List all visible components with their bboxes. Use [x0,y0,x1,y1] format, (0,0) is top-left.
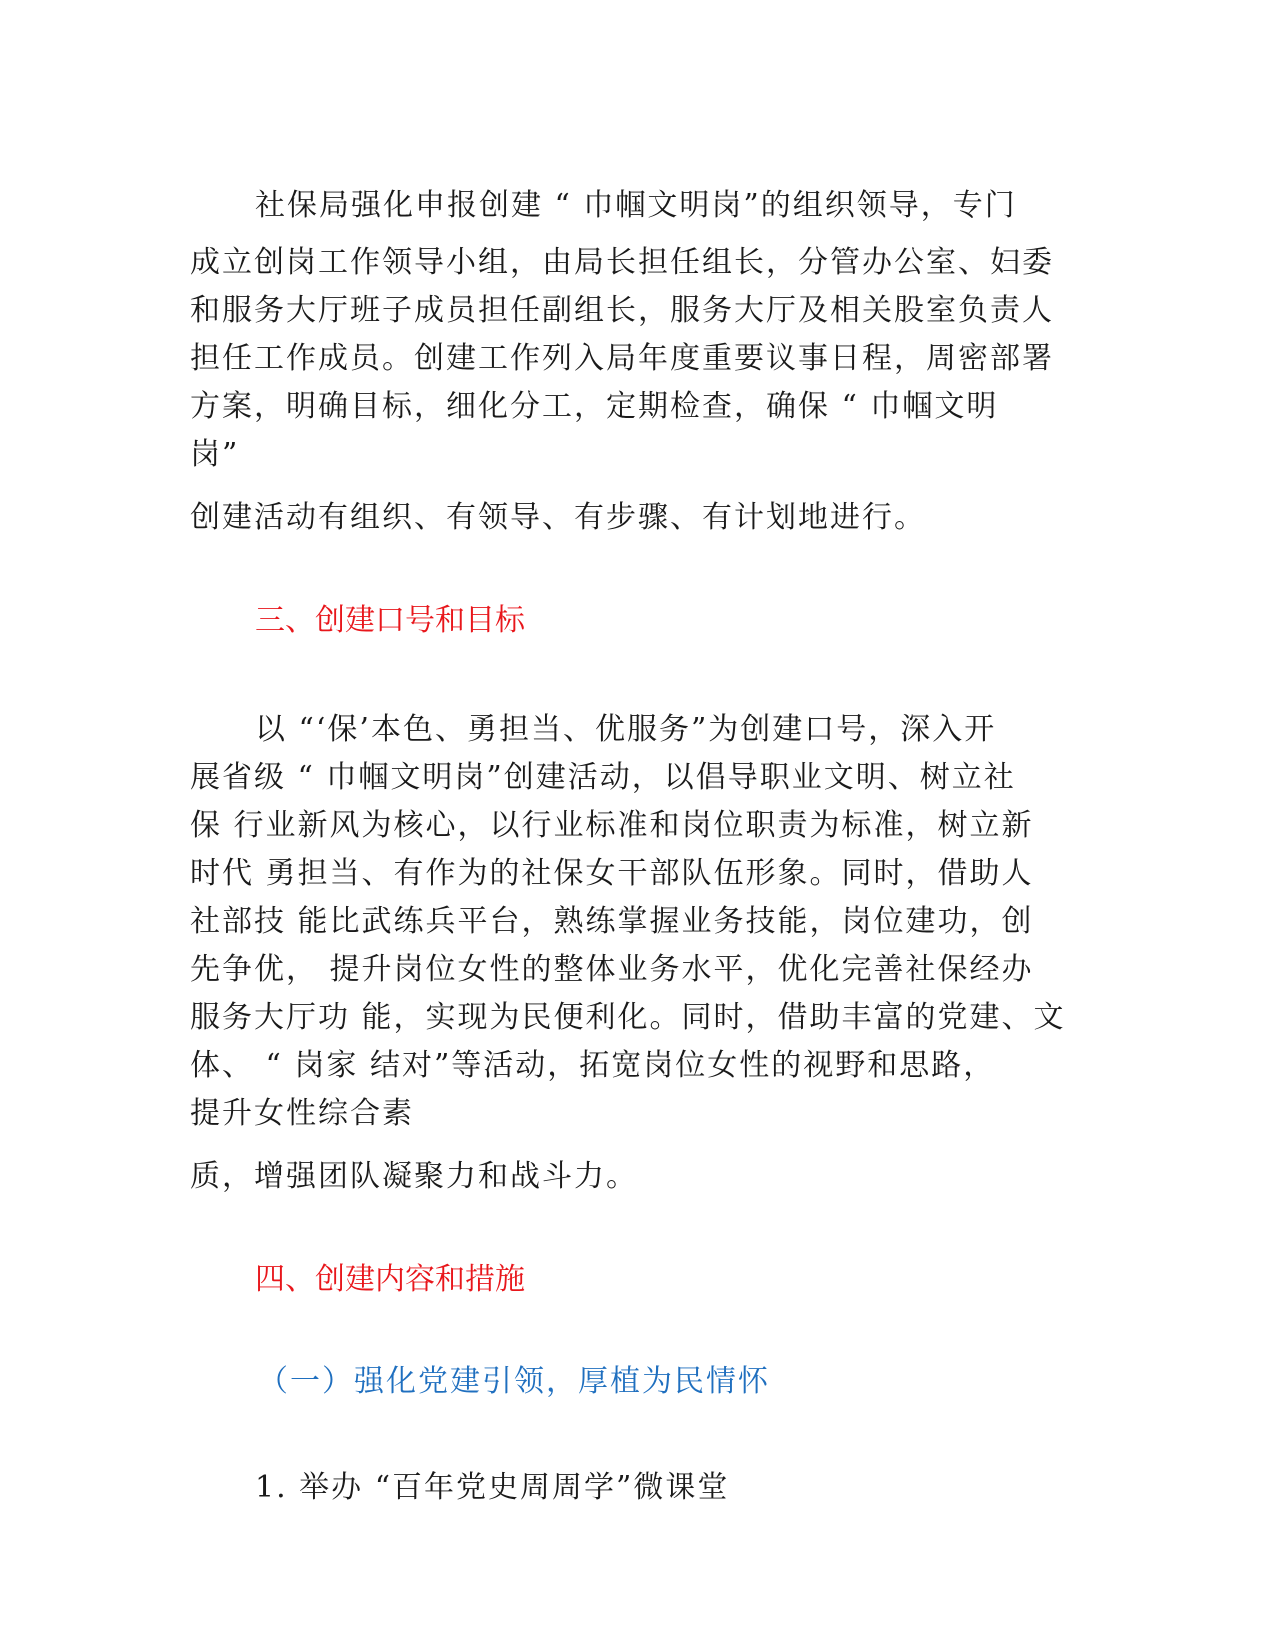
para1-line-2: 成立创岗工作领导小组，由局长担任组长，分管办公室、妇委 [190,245,1054,280]
para1-line-4: 担任工作成员。创建工作列入局年度重要议事日程，周密部署 [190,341,1054,376]
para2-line-10: 质，增强团队凝聚力和战斗力。 [190,1159,638,1194]
para2-line-8: 体、 “ 岗家 结对”等活动，拓宽岗位女性的视野和思路， [190,1048,996,1083]
para1-line-5: 方案，明确目标，细化分工，定期检查，确保 “ 巾帼文明 [190,389,999,424]
subsection-1-heading: （一）强化党建引领，厚植为民情怀 [258,1364,770,1399]
para1-line-3: 和服务大厅班子成员担任副组长，服务大厅及相关股室负责人 [190,293,1054,328]
para1-line-7: 创建活动有组织、有领导、有步骤、有计划地进行。 [190,500,926,535]
para1-line-6: 岗” [190,437,240,472]
para2-line-3: 保 行业新风为核心，以行业标准和岗位职责为标准，树立新 [190,808,1034,843]
para2-line-9: 提升女性综合素 [190,1096,414,1131]
para2-line-5: 社部技 能比武练兵平台，熟练掌握业务技能，岗位建功，创 [190,904,1034,939]
section-3-heading: 三、创建口号和目标 [255,603,525,638]
para2-line-4: 时代 勇担当、有作为的社保女干部队伍形象。同时，借助人 [190,856,1034,891]
para2-line-6: 先争优， 提升岗位女性的整体业务水平，优化完善社保经办 [190,952,1034,987]
item-1: 1. 举办 “百年党史周周学”微课堂 [255,1470,730,1505]
para2-line-7: 服务大厅功 能，实现为民便利化。同时，借助丰富的党建、文 [190,1000,1066,1035]
section-4-heading: 四、创建内容和措施 [255,1262,525,1297]
para2-line-2: 展省级 “ 巾帼文明岗”创建活动，以倡导职业文明、树立社 [190,760,1016,795]
para1-line-1: 社保局强化申报创建 “ 巾帼文明岗”的组织领导，专门 [255,188,1017,223]
para2-line-1: 以 “‘保’本色、勇担当、优服务”为创建口号，深入开 [255,712,997,747]
